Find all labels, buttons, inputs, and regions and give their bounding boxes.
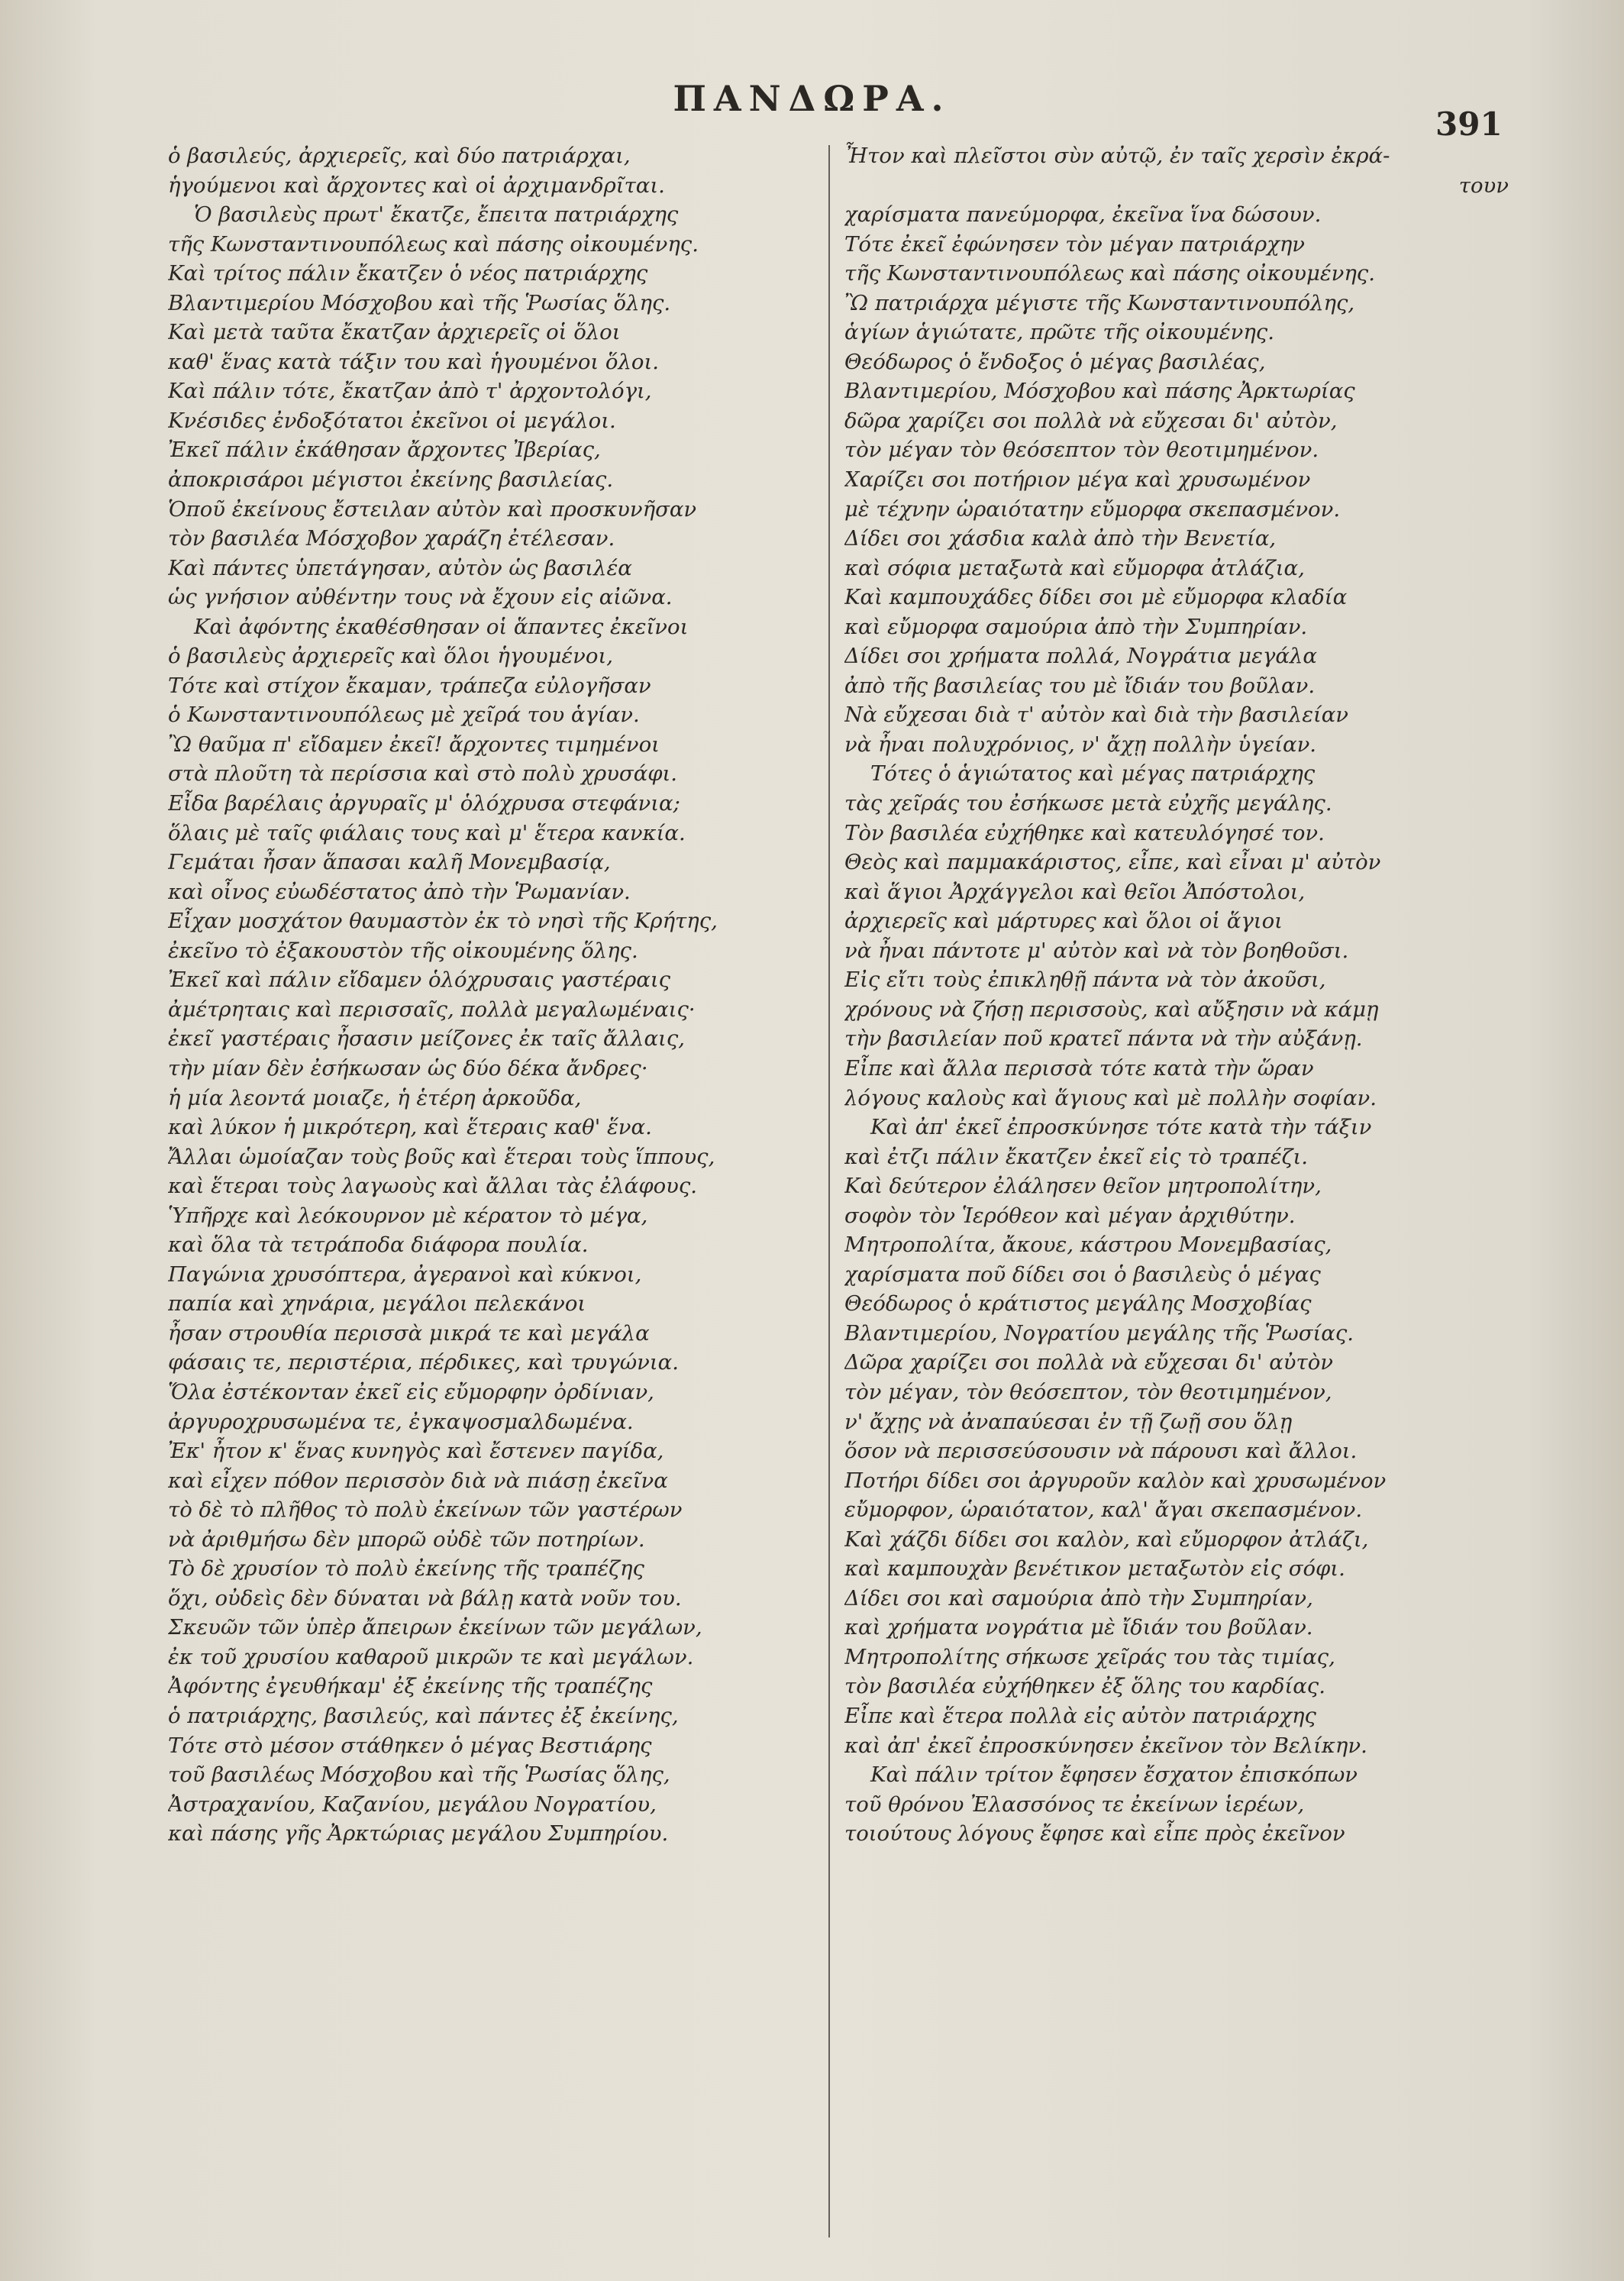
verse-line: Ἀστραχανίου, Καζανίου, μεγάλου Νογρατίου, [168, 1792, 657, 1817]
verse-line: Δῶρα χαρίζει σοι πολλὰ νὰ εὔχεσαι δι' αὐτὸν [844, 1350, 1333, 1375]
verse-line: Εἶπε καὶ ἄλλα περισσὰ τότε κατὰ τὴν ὥραν [844, 1055, 1314, 1081]
verse-line: σοφὸν τὸν Ἱερόθεον καὶ μέγαν ἀρχιθύτην. [844, 1203, 1296, 1228]
verse-line: καὶ οἶνος εὐωδέστατος ἀπὸ τὴν Ῥωμανίαν. [168, 879, 631, 904]
verse-line: Δίδει σοι καὶ σαμούρια ἀπὸ τὴν Συμπηρίαν, [844, 1585, 1313, 1611]
verse-line: χαρίσματα ποῦ δίδει σοι ὁ βασιλεὺς ὁ μέγας [844, 1262, 1321, 1287]
verse-line: ὁ βασιλεύς, ἀρχιερεῖς, καὶ δύο πατριάρχαι, [168, 144, 631, 168]
verse-line: Γεμάται ἦσαν ἅπασαι καλῆ Μονεμβασίᾳ, [168, 850, 611, 875]
verse-line: Τὸν βασιλέα εὐχήθηκε καὶ κατευλόγησέ τον. [844, 820, 1325, 845]
verse-line: ἀμέτρηταις καὶ περισσαῖς, πολλὰ μεγαλωμέναις· [168, 997, 696, 1022]
page-number: 391 [1435, 105, 1503, 143]
verse-line: ἐκεῖνο τὸ ἐξακουστὸν τῆς οἰκουμένης ὅλης. [168, 938, 638, 963]
verse-line: τὸν βασιλέα εὐχήθηκεν ἐξ ὅλης του καρδίας. [844, 1674, 1325, 1699]
verse-line: τῆς Κωνσταντινουπόλεως καὶ πάσης οἰκουμένης. [844, 261, 1375, 286]
verse-line: Ἐκεῖ καὶ πάλιν εἴδαμεν ὁλόχρυσαις γαστέραις [168, 968, 670, 993]
verse-line: Καὶ πάλιν τρίτον ἔφησεν ἔσχατον ἐπισκόπων [870, 1762, 1358, 1788]
verse-line: τοῦ βασιλέως Μόσχοβου καὶ τῆς Ῥωσίας ὅλης, [168, 1762, 670, 1788]
verse-line: Ὅλα ἐστέκονταν ἐκεῖ εἰς εὔμορφην ὀρδίνιαν, [168, 1379, 654, 1404]
verse-line: καὶ σόφια μεταξωτὰ καὶ εὔμορφα ἀτλάζια, [844, 555, 1305, 580]
verse-line: Καὶ πάλιν τότε, ἔκατζαν ἀπὸ τ' ἀρχοντολόγι, [168, 379, 652, 404]
verse-line: Καὶ καμπουχάδες δίδει σοι μὲ εὔμορφα κλαδία [844, 585, 1348, 610]
verse-line: Εἰς εἴτι τοὺς ἐπικληθῇ πάντα νὰ τὸν ἀκοῦσι, [844, 968, 1326, 993]
verse-line: Καὶ ἀπ' ἐκεῖ ἐπροσκύνησε τότε κατὰ τὴν τάξιν [870, 1115, 1372, 1140]
verse-line: Τὸ δὲ χρυσίον τὸ πολὺ ἐκείνης τῆς τραπέζης [168, 1556, 644, 1582]
verse-line: Θεόδωρος ὁ ἔνδοξος ὁ μέγας βασιλέας, [844, 349, 1266, 374]
verse-line: τῆς Κωνσταντινουπόλεως καὶ πάσης οἰκουμένης. [168, 231, 699, 257]
verse-line: Νὰ εὔχεσαι διὰ τ' αὐτὸν καὶ διὰ τὴν βασιλείαν [844, 703, 1349, 728]
verse-line: Ὑπῆρχε καὶ λεόκουρνον μὲ κέρατον τὸ μέγα, [168, 1203, 648, 1228]
verse-line: Βλαντιμερίου Μόσχοβου καὶ τῆς Ῥωσίας ὅλης. [168, 290, 671, 315]
verse-line: νὰ ἀριθμήσω δὲν μπορῶ οὐδὲ τῶν ποτηρίων. [168, 1527, 645, 1552]
verse-line: καὶ εἶχεν πόθον περισσὸν διὰ νὰ πιάσῃ ἐκεῖνα [168, 1468, 668, 1493]
verse-line: ἦσαν στρουθία περισσὰ μικρά τε καὶ μεγάλα [168, 1320, 650, 1346]
verse-line: Εἶδα βαρέλαις ἀργυραῖς μ' ὁλόχρυσα στεφάνια; [168, 791, 680, 816]
verse-line: Ἐκεῖ πάλιν ἐκάθησαν ἄρχοντες Ἰβερίας, [168, 438, 601, 463]
verse-line: παπία καὶ χηνάρια, μεγάλοι πελεκάνοι [168, 1291, 586, 1317]
verse-line: ἁγίων ἁγιώτατε, πρῶτε τῆς οἰκουμένης. [844, 320, 1274, 345]
verse-line: Βλαντιμερίου, Νογρατίου μεγάλης τῆς Ῥωσίας. [844, 1320, 1354, 1346]
verse-line: Ποτήρι δίδει σοι ἀργυροῦν καλὸν καὶ χρυσωμένον [844, 1468, 1387, 1493]
verse-line: Δίδει σοι χάσδια καλὰ ἀπὸ τὴν Βενετία, [844, 526, 1277, 551]
verse-line: τοιούτους λόγους ἔφησε καὶ εἶπε πρὸς ἐκεῖνον [844, 1821, 1345, 1846]
verse-line: Εἶχαν μοσχάτον θαυμαστὸν ἐκ τὸ νησὶ τῆς Κρήτης, [168, 909, 718, 934]
verse-line: ἀποκρισάροι μέγιστοι ἐκείνης βασιλείας. [168, 467, 614, 493]
left-column [168, 141, 817, 1849]
verse-line: μὲ τέχνην ὡραιότατην εὔμορφα σκεπασμένον. [844, 496, 1341, 522]
verse-line: χρόνους νὰ ζήσῃ περισσοὺς, καὶ αὔξησιν νὰ κάμῃ [844, 997, 1379, 1022]
verse-line: Χαρίζει σοι ποτήριον μέγα καὶ χρυσωμένον [844, 467, 1311, 493]
verse-line: Ὢ πατριάρχα μέγιστε τῆς Κωνσταντινουπόλης, [844, 290, 1355, 315]
verse-line: καὶ πάσης γῆς Ἀρκτώριας μεγάλου Συμπηρίου. [168, 1821, 669, 1846]
verse-line: ὁ Κωνσταντινουπόλεως μὲ χεῖρά του ἁγίαν. [168, 703, 640, 728]
verse-line: Σκευῶν τῶν ὑπὲρ ἄπειρων ἐκείνων τῶν μεγάλων, [168, 1615, 702, 1640]
verse-line: καθ' ἕνας κατὰ τάξιν του καὶ ἡγουμένοι ὅλοι. [168, 349, 659, 374]
verse-line: Καὶ τρίτος πάλιν ἔκατζεν ὁ νέος πατριάρχης [168, 261, 648, 286]
verse-line: ἀπὸ τῆς βασιλείας του μὲ ἴδιάν του βοῦλαν. [844, 673, 1316, 698]
verse-line: τὴν μίαν δὲν ἐσήκωσαν ὡς δύο δέκα ἄνδρες· [168, 1055, 648, 1081]
verse-line: Θεὸς καὶ παμμακάριστος, εἶπε, καὶ εἶναι μ' αὐτὸν [844, 850, 1381, 875]
verse-line: Τότε στὸ μέσον στάθηκεν ὁ μέγας Βεστιάρης [168, 1733, 652, 1758]
verse-line: τὴν βασιλείαν ποῦ κρατεῖ πάντα νὰ τὴν αὐξάνῃ. [844, 1026, 1363, 1052]
verse-line: ἐκεῖ γαστέραις ἦσασιν μείζονες ἐκ ταῖς ἄλλαις, [168, 1026, 685, 1052]
verse-line: τὸν μέγαν τὸν θεόσεπτον τὸν θεοτιμημένον. [844, 438, 1319, 463]
verse-line: Καὶ ἀφόντης ἐκαθέσθησαν οἱ ἅπαντες ἐκεῖνοι [194, 614, 689, 639]
verse-line: Ἀφόντης ἐγευθήκαμ' ἐξ ἐκείνης τῆς τραπέζης [168, 1674, 653, 1699]
verse-line: φάσαις τε, περιστέρια, πέρδικες, καὶ τρυγώνια. [168, 1350, 679, 1375]
verse-line: νὰ ἦναι πολυχρόνιος, ν' ἄχῃ πολλὴν ὑγείαν. [844, 732, 1317, 757]
verse-line: ὅλαις μὲ ταῖς φιάλαις τους καὶ μ' ἕτερα κανκία. [168, 820, 686, 845]
verse-line: Μητροπολίτης σήκωσε χεῖράς του τὰς τιμίας, [844, 1644, 1335, 1669]
verse-line: Ὁ βασιλεὺς πρωτ' ἔκατζε, ἔπειτα πατριάρχης [194, 202, 679, 228]
verse-line: Παγώνια χρυσόπτερα, ἀγερανοὶ καὶ κύκνοι, [168, 1262, 642, 1287]
verse-line: Τότες ὁ ἁγιώτατος καὶ μέγας πατριάρχης [870, 761, 1316, 787]
verse-line: Τότε καὶ στίχον ἔκαμαν, τράπεζα εὐλογῆσαν [168, 673, 651, 698]
verse-line: Εἶπε καὶ ἕτερα πολλὰ εἰς αὐτὸν πατριάρχης [844, 1703, 1316, 1728]
verse-line: ν' ἄχῃς νὰ ἀναπαύεσαι ἐν τῇ ζωῇ σου ὅλῃ [844, 1409, 1293, 1434]
verse-line: Καὶ πάντες ὑπετάγησαν, αὐτὸν ὡς βασιλέα [168, 555, 632, 580]
verse-line: ἡ μία λεοντά μοιαζε, ἡ ἑτέρη ἀρκοῦδα, [168, 1085, 582, 1110]
verse-line: Βλαντιμερίου, Μόσχοβου καὶ πάσης Ἀρκτωρίας [844, 379, 1355, 404]
verse-line: Θεόδωρος ὁ κράτιστος μεγάλης Μοσχοβίας [844, 1291, 1312, 1317]
right-column [844, 141, 1509, 1849]
verse-line: ὡς γνήσιον αὐθέντην τους νὰ ἔχουν εἰς αἰῶνα. [168, 585, 673, 610]
verse-line: λόγους καλοὺς καὶ ἅγιους καὶ μὲ πολλὴν σοφίαν. [844, 1085, 1377, 1110]
verse-line: ἐκ τοῦ χρυσίου καθαροῦ μικρῶν τε καὶ μεγάλων. [168, 1644, 694, 1669]
verse-line: τὰς χεῖράς του ἐσήκωσε μετὰ εὐχῆς μεγάλης. [844, 791, 1332, 816]
verse-line: Ὁποῦ ἐκείνους ἔστειλαν αὐτὸν καὶ προσκυνῆσαν [168, 496, 697, 522]
verse-line: δῶρα χαρίζει σοι πολλὰ νὰ εὔχεσαι δι' αὐτὸν, [844, 408, 1338, 433]
verse-line: τὸν μέγαν, τὸν θεόσεπτον, τὸν θεοτιμημένον, [844, 1379, 1332, 1404]
verse-line: τὸ δὲ τὸ πλῆθος τὸ πολὺ ἐκείνων τῶν γαστέρων [168, 1498, 683, 1523]
verse-line: Ἦτον καὶ πλεῖστοι σὺν αὐτῷ, ἐν ταῖς χερσὶν ἐκρά- [844, 144, 1390, 168]
verse-line: καὶ λύκον ἡ μικρότερη, καὶ ἕτεραις καθ' ἕνα. [168, 1115, 652, 1140]
column-divider [828, 145, 830, 2237]
verse-line: στὰ πλοῦτη τὰ περίσσια καὶ στὸ πολὺ χρυσάφι. [168, 761, 678, 787]
verse-line: εὔμορφον, ὡραιότατον, καλ' ἄγαι σκεπασμένον. [844, 1498, 1363, 1523]
verse-line: καὶ ἅγιοι Ἀρχάγγελοι καὶ θεῖοι Ἀπόστολοι, [844, 879, 1306, 904]
verse-line: ἡγούμενοι καὶ ἄρχοντες καὶ οἱ ἀρχιμανδρῖται. [168, 173, 665, 198]
verse-line: Καὶ χάζδι δίδει σοι καλὸν, καὶ εὔμορφον ἀτλάζι, [844, 1527, 1369, 1552]
verse-line: Μητροπολίτα, ἄκουε, κάστρου Μονεμβασίας, [844, 1233, 1332, 1258]
verse-line: καὶ καμπουχὰν βενέτικον μεταξωτὸν εἰς σόφι. [844, 1556, 1345, 1582]
verse-line: ἀρχιερεῖς καὶ μάρτυρες καὶ ὅλοι οἱ ἅγιοι [844, 909, 1283, 934]
verse-line: καὶ ἐτζι πάλιν ἔκατζεν ἐκεῖ εἰς τὸ τραπέζι. [844, 1144, 1309, 1169]
verse-line: Τότε ἐκεῖ ἐφώνησεν τὸν μέγαν πατριάρχην [844, 231, 1306, 257]
verse-line: ἀργυροχρυσωμένα τε, ἐγκαψοσμαλδωμένα. [168, 1409, 634, 1434]
verse-line: ὁ βασιλεὺς ἀρχιερεῖς καὶ ὅλοι ἡγουμένοι, [168, 644, 613, 669]
verse-line: τὸν βασιλέα Μόσχοβον χαράζη ἐτέλεσαν. [168, 526, 615, 551]
verse-line: Κνέσιδες ἐνδοξότατοι ἐκεῖνοι οἱ μεγάλοι. [168, 408, 616, 433]
verse-line: καὶ ὅλα τὰ τετράποδα διάφορα πουλία. [168, 1233, 589, 1258]
verse-line: ὅχι, οὐδεὶς δὲν δύναται νὰ βάλῃ κατὰ νοῦν του. [168, 1585, 682, 1611]
verse-line: Καὶ μετὰ ταῦτα ἔκατζαν ἀρχιερεῖς οἱ ὅλοι [168, 320, 621, 345]
verse-line: καὶ ἀπ' ἐκεῖ ἐπροσκύνησεν ἐκεῖνον τὸν Βελίκην. [844, 1733, 1367, 1758]
verse-line: Δίδει σοι χρήματα πολλά, Νογράτια μεγάλα [844, 644, 1317, 669]
verse-line: ὁ πατριάρχης, βασιλεύς, καὶ πάντες ἐξ ἐκείνης, [168, 1703, 679, 1728]
verse-line: Ἄλλαι ὡμοίαζαν τοὺς βοῦς καὶ ἕτεραι τοὺς ἵππους, [168, 1144, 715, 1169]
verse-line: καὶ εὔμορφα σαμούρια ἀπὸ τὴν Συμπηρίαν. [844, 614, 1308, 639]
verse-line: Ὢ θαῦμα π' εἴδαμεν ἐκεῖ! ἄρχοντες τιμημένοι [168, 732, 660, 757]
verse-line: ὅσον νὰ περισσεύσουσιν νὰ πάρουσι καὶ ἄλλοι. [844, 1439, 1358, 1464]
verse-line: νὰ ἦναι πάντοτε μ' αὐτὸν καὶ νὰ τὸν βοηθοῦσι. [844, 938, 1349, 963]
verse-line: καὶ ἕτεραι τοὺς λαγωοὺς καὶ ἄλλαι τὰς ἐλάφους. [168, 1174, 698, 1199]
verse-line: τουν [1458, 173, 1509, 198]
running-title: ΠΑΝΔΩΡΑ. [673, 78, 951, 119]
verse-line: καὶ χρήματα νογράτια μὲ ἴδιάν του βοῦλαν. [844, 1615, 1313, 1640]
verse-line: Ἐκ' ἦτον κ' ἕνας κυνηγὸς καὶ ἔστενεν παγίδα, [168, 1439, 664, 1464]
verse-line: τοῦ θρόνου Ἐλασσόνος τε ἐκείνων ἱερέων, [844, 1792, 1305, 1817]
verse-line: Καὶ δεύτερον ἐλάλησεν θεῖον μητροπολίτην, [844, 1174, 1322, 1199]
verse-line: χαρίσματα πανεύμορφα, ἐκεῖνα ἵνα δώσουν. [844, 202, 1322, 228]
